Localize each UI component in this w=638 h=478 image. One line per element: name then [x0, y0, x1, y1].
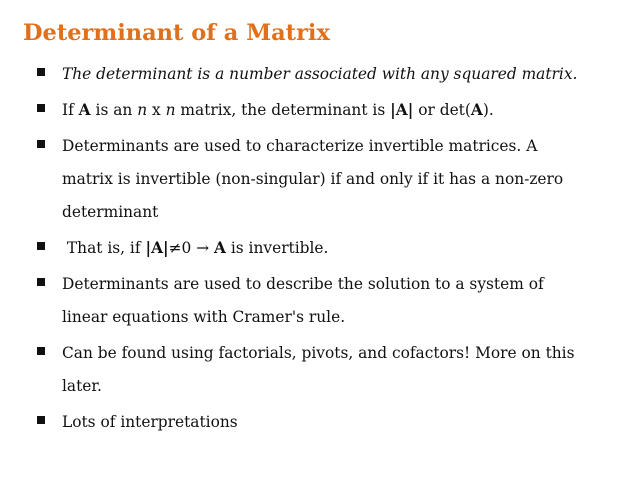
determinant-bar: |	[407, 101, 414, 119]
determinant-bar: |	[145, 239, 152, 257]
bullet-text	[62, 268, 637, 334]
text-line: linear equations with Cramer's rule.	[62, 308, 346, 326]
text-fragment: or det(	[413, 101, 471, 119]
text-line: Determinants are used to describe the solution to a system of	[62, 275, 544, 293]
bullet-text	[62, 232, 637, 265]
bullet-notation	[37, 94, 637, 127]
square-bullet-icon	[37, 104, 45, 112]
bullet-interpretations	[37, 406, 637, 439]
bullet-text	[62, 337, 637, 403]
determinant-bar: |	[163, 239, 169, 257]
square-bullet-icon	[37, 278, 45, 286]
text-line: matrix is invertible (non-singular) if and only if it has a non-zero	[62, 170, 564, 188]
bullet-cramer	[37, 268, 637, 334]
math-variable: n	[165, 101, 176, 119]
bullet-text: The determinant is a number associated with any squared matrix.	[62, 65, 578, 83]
text-fragment: ).	[482, 101, 494, 119]
square-bullet-icon	[37, 140, 45, 148]
square-bullet-icon	[37, 68, 45, 76]
math-variable: n	[137, 101, 148, 119]
matrix-symbol: A	[214, 239, 226, 257]
text-fragment: is an	[90, 101, 138, 119]
bullet-invertible	[37, 130, 637, 229]
bullet-text	[62, 130, 637, 229]
matrix-symbol: A	[470, 101, 483, 119]
bullet-list	[37, 58, 637, 442]
determinant-bar: |	[390, 101, 396, 119]
square-bullet-icon	[37, 347, 45, 355]
bullet-text	[62, 94, 637, 127]
slide-title: Determinant of a Matrix	[23, 20, 330, 46]
bullet-text: Lots of interpretations	[62, 413, 238, 431]
square-bullet-icon	[37, 416, 45, 424]
text-fragment: x	[147, 101, 166, 119]
text-fragment: That is, if	[62, 239, 146, 257]
matrix-symbol: A	[151, 239, 164, 257]
text-line: determinant	[62, 203, 159, 221]
text-fragment: If	[62, 101, 79, 119]
bullet-that-is	[37, 232, 637, 265]
matrix-symbol: A	[395, 101, 408, 119]
text-line: later.	[62, 377, 102, 395]
text-fragment: is invertible.	[225, 239, 329, 257]
text-fragment: matrix, the determinant is	[175, 101, 391, 119]
bullet-methods	[37, 337, 637, 403]
matrix-symbol: A	[78, 101, 91, 119]
square-bullet-icon	[37, 242, 45, 250]
text-line: Determinants are used to characterize invertible matrices. A	[62, 137, 538, 155]
text-fragment: ≠0 →	[168, 239, 214, 257]
bullet-definition	[37, 58, 637, 91]
text-line: Can be found using factorials, pivots, and cofactors! More on this	[62, 344, 575, 362]
